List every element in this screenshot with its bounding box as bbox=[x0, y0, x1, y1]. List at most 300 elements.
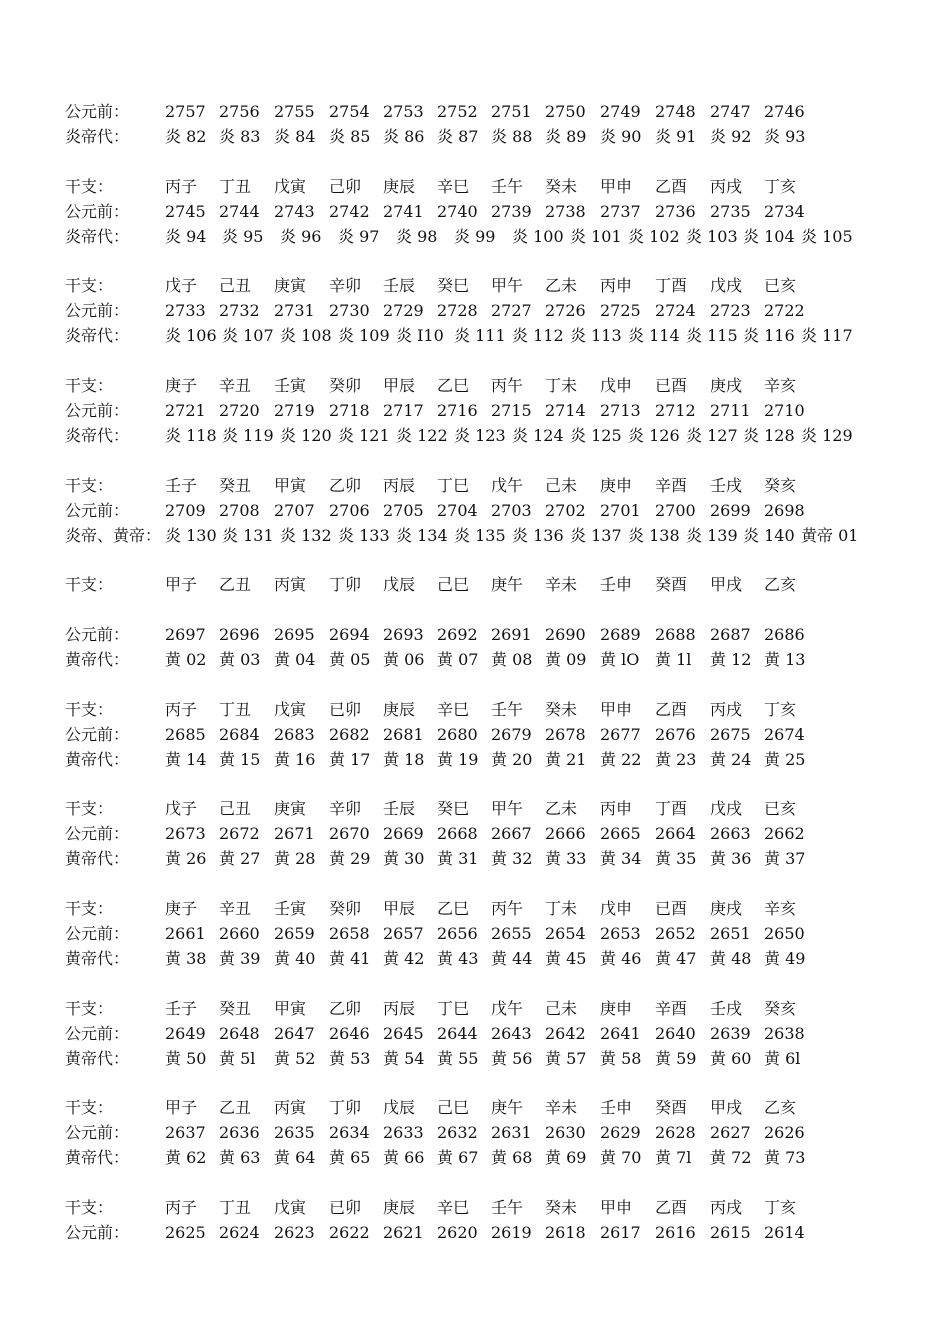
row-cell: 黄 04 bbox=[274, 650, 316, 669]
row-cell: 黄 52 bbox=[274, 1049, 316, 1068]
row-cell: 炎 117 bbox=[801, 326, 853, 345]
row-cell: 炎 126 bbox=[628, 426, 680, 445]
row-cell: 炎 131 bbox=[222, 526, 274, 545]
row-cell: 炎 82 bbox=[165, 127, 207, 146]
row-cell: 2632 bbox=[437, 1123, 478, 1142]
row-cell: 已卯 bbox=[329, 700, 362, 719]
row-label: 公元前： bbox=[65, 501, 130, 520]
row-cell: 已酉 bbox=[655, 376, 688, 395]
row-cell: 2635 bbox=[274, 1123, 315, 1142]
row-cell: 2628 bbox=[655, 1123, 696, 1142]
row-cell: 黄 20 bbox=[491, 750, 533, 769]
row-cell: 2654 bbox=[545, 924, 586, 943]
row-cell: 戊寅 bbox=[274, 177, 307, 196]
row-cell: 2673 bbox=[165, 824, 206, 843]
row-cell: 己未 bbox=[545, 999, 578, 1018]
row-cell: 黄 55 bbox=[437, 1049, 479, 1068]
row-cell: 己丑 bbox=[219, 276, 252, 295]
row-cell: 炎 122 bbox=[396, 426, 448, 445]
row-cell: 炎 103 bbox=[686, 227, 738, 246]
row-cell: 2720 bbox=[219, 401, 260, 420]
row-cell: 2623 bbox=[274, 1223, 315, 1242]
row-cell: 黄 08 bbox=[491, 650, 533, 669]
row-cell: 戊寅 bbox=[274, 1198, 307, 1217]
row-cell: 壬寅 bbox=[274, 899, 307, 918]
row-label: 公元前： bbox=[65, 401, 130, 420]
row-cell: 炎 123 bbox=[454, 426, 506, 445]
row-cell: 庚申 bbox=[600, 476, 633, 495]
row-cell: 壬戌 bbox=[710, 476, 743, 495]
row-cell: 黄 17 bbox=[329, 750, 371, 769]
row-cell: 2634 bbox=[329, 1123, 370, 1142]
row-cell: 炎 104 bbox=[743, 227, 795, 246]
row-cell: 2643 bbox=[491, 1024, 532, 1043]
row-cell: 2693 bbox=[383, 625, 424, 644]
row-cell: 戊子 bbox=[165, 799, 198, 818]
row-cell: 2706 bbox=[329, 501, 370, 520]
row-cell: 甲寅 bbox=[274, 999, 307, 1018]
row-cell: 黄 33 bbox=[545, 849, 587, 868]
row-cell: 丙戌 bbox=[710, 1198, 743, 1217]
row-cell: 2630 bbox=[545, 1123, 586, 1142]
row-cell: 丁酉 bbox=[655, 276, 688, 295]
row-cell: 黄 16 bbox=[274, 750, 316, 769]
row-cell: 炎 95 bbox=[222, 227, 264, 246]
row-cell: 2699 bbox=[710, 501, 751, 520]
row-cell: 丙子 bbox=[165, 700, 198, 719]
row-cell: 2692 bbox=[437, 625, 478, 644]
row-cell: 2750 bbox=[545, 102, 586, 121]
row-cell: 癸丑 bbox=[219, 476, 252, 495]
row-cell: 2657 bbox=[383, 924, 424, 943]
row-cell: 辛未 bbox=[545, 1098, 578, 1117]
row-cell: 黄 02 bbox=[165, 650, 207, 669]
row-cell: 2712 bbox=[655, 401, 696, 420]
row-cell: 丁卯 bbox=[329, 1098, 362, 1117]
row-cell: 丙戌 bbox=[710, 177, 743, 196]
row-cell: 2752 bbox=[437, 102, 478, 121]
row-cell: 黄 45 bbox=[545, 949, 587, 968]
row-cell: 炎 108 bbox=[280, 326, 332, 345]
row-cell: 2674 bbox=[764, 725, 805, 744]
row-cell: 戊子 bbox=[165, 276, 198, 295]
row-label: 炎帝、黄帝： bbox=[65, 526, 162, 545]
row-cell: 壬午 bbox=[491, 177, 524, 196]
row-cell: 2626 bbox=[764, 1123, 805, 1142]
row-cell: 甲辰 bbox=[383, 899, 416, 918]
row-cell: 2669 bbox=[383, 824, 424, 843]
row-cell: 丁丑 bbox=[219, 700, 252, 719]
row-cell: 黄 21 bbox=[545, 750, 587, 769]
row-cell: 庚午 bbox=[491, 1098, 524, 1117]
row-cell: 炎 102 bbox=[628, 227, 680, 246]
row-cell: 乙未 bbox=[545, 799, 578, 818]
row-cell: 戊戌 bbox=[710, 276, 743, 295]
row-cell: 壬子 bbox=[165, 999, 198, 1018]
row-label: 黄帝代： bbox=[65, 1148, 130, 1167]
row-cell: 黄 53 bbox=[329, 1049, 371, 1068]
row-cell: 炎 135 bbox=[454, 526, 506, 545]
row-cell: 黄 26 bbox=[165, 849, 207, 868]
row-cell: 2641 bbox=[600, 1024, 641, 1043]
row-cell: 2723 bbox=[710, 301, 751, 320]
row-cell: 黄 35 bbox=[655, 849, 697, 868]
row-cell: 2645 bbox=[383, 1024, 424, 1043]
row-cell: 黄 7l bbox=[655, 1148, 692, 1167]
row-cell: 2702 bbox=[545, 501, 586, 520]
row-cell: 黄 5l bbox=[219, 1049, 256, 1068]
row-cell: 辛巳 bbox=[437, 177, 470, 196]
row-cell: 2745 bbox=[165, 202, 206, 221]
row-cell: 黄 32 bbox=[491, 849, 533, 868]
row-cell: 丙辰 bbox=[383, 476, 416, 495]
row-cell: 黄 05 bbox=[329, 650, 371, 669]
row-label: 干支： bbox=[65, 476, 114, 495]
row-cell: 黄 41 bbox=[329, 949, 371, 968]
row-cell: 2725 bbox=[600, 301, 641, 320]
row-cell: 2638 bbox=[764, 1024, 805, 1043]
row-cell: 炎 89 bbox=[545, 127, 587, 146]
row-cell: 2733 bbox=[165, 301, 206, 320]
row-cell: 癸酉 bbox=[655, 575, 688, 594]
row-cell: 辛未 bbox=[545, 575, 578, 594]
row-cell: 2690 bbox=[545, 625, 586, 644]
row-cell: 炎 132 bbox=[280, 526, 332, 545]
row-cell: 丙戌 bbox=[710, 700, 743, 719]
row-cell: 炎 138 bbox=[628, 526, 680, 545]
row-cell: 2724 bbox=[655, 301, 696, 320]
row-label: 干支： bbox=[65, 575, 114, 594]
row-cell: 2731 bbox=[274, 301, 315, 320]
row-cell: 2633 bbox=[383, 1123, 424, 1142]
row-label: 公元前： bbox=[65, 625, 130, 644]
row-cell: 黄 30 bbox=[383, 849, 425, 868]
row-cell: 炎 84 bbox=[274, 127, 316, 146]
row-cell: 丙申 bbox=[600, 799, 633, 818]
row-cell: 炎 I10 bbox=[396, 326, 444, 345]
row-cell: 黄 lO bbox=[600, 650, 640, 669]
row-cell: 2743 bbox=[274, 202, 315, 221]
row-cell: 2756 bbox=[219, 102, 260, 121]
row-cell: 2757 bbox=[165, 102, 206, 121]
row-cell: 癸未 bbox=[545, 700, 578, 719]
row-cell: 2701 bbox=[600, 501, 641, 520]
row-cell: 2646 bbox=[329, 1024, 370, 1043]
row-label: 干支： bbox=[65, 177, 114, 196]
row-cell: 2680 bbox=[437, 725, 478, 744]
row-label: 公元前： bbox=[65, 1223, 130, 1242]
row-cell: 炎 134 bbox=[396, 526, 448, 545]
row-cell: 黄 19 bbox=[437, 750, 479, 769]
row-cell: 黄 07 bbox=[437, 650, 479, 669]
row-cell: 己巳 bbox=[437, 575, 470, 594]
row-cell: 炎 129 bbox=[801, 426, 853, 445]
row-cell: 庚戌 bbox=[710, 376, 743, 395]
row-cell: 炎 87 bbox=[437, 127, 479, 146]
row-cell: 甲午 bbox=[491, 799, 524, 818]
row-cell: 2738 bbox=[545, 202, 586, 221]
row-cell: 2672 bbox=[219, 824, 260, 843]
row-label: 干支： bbox=[65, 1098, 114, 1117]
row-cell: 丙午 bbox=[491, 376, 524, 395]
row-cell: 炎 136 bbox=[512, 526, 564, 545]
row-cell: 2740 bbox=[437, 202, 478, 221]
row-cell: 戊申 bbox=[600, 376, 633, 395]
row-cell: 黄 62 bbox=[165, 1148, 207, 1167]
row-cell: 丁巳 bbox=[437, 476, 470, 495]
row-label: 干支： bbox=[65, 376, 114, 395]
row-cell: 庚戌 bbox=[710, 899, 743, 918]
row-cell: 壬申 bbox=[600, 1098, 633, 1117]
row-cell: 乙丑 bbox=[219, 1098, 252, 1117]
row-cell: 乙酉 bbox=[655, 177, 688, 196]
row-cell: 2739 bbox=[491, 202, 532, 221]
row-cell: 庚申 bbox=[600, 999, 633, 1018]
row-cell: 黄 23 bbox=[655, 750, 697, 769]
row-cell: 甲子 bbox=[165, 1098, 198, 1117]
row-cell: 黄 06 bbox=[383, 650, 425, 669]
row-cell: 炎 116 bbox=[743, 326, 795, 345]
row-cell: 黄 28 bbox=[274, 849, 316, 868]
row-cell: 炎 127 bbox=[686, 426, 738, 445]
row-cell: 甲戌 bbox=[710, 575, 743, 594]
row-cell: 黄 49 bbox=[764, 949, 806, 968]
row-cell: 丁酉 bbox=[655, 799, 688, 818]
row-cell: 甲寅 bbox=[274, 476, 307, 495]
row-cell: 2728 bbox=[437, 301, 478, 320]
row-cell: 2653 bbox=[600, 924, 641, 943]
row-cell: 2703 bbox=[491, 501, 532, 520]
row-cell: 丙寅 bbox=[274, 1098, 307, 1117]
row-label: 炎帝代： bbox=[65, 127, 130, 146]
row-cell: 2618 bbox=[545, 1223, 586, 1242]
row-cell: 壬辰 bbox=[383, 799, 416, 818]
row-cell: 丁巳 bbox=[437, 999, 470, 1018]
row-cell: 甲申 bbox=[600, 177, 633, 196]
row-cell: 炎 128 bbox=[743, 426, 795, 445]
row-cell: 2700 bbox=[655, 501, 696, 520]
row-label: 黄帝代： bbox=[65, 849, 130, 868]
row-cell: 炎 137 bbox=[570, 526, 622, 545]
row-cell: 黄 14 bbox=[165, 750, 207, 769]
row-cell: 2742 bbox=[329, 202, 370, 221]
row-cell: 辛丑 bbox=[219, 899, 252, 918]
row-cell: 炎 88 bbox=[491, 127, 533, 146]
row-cell: 黄 22 bbox=[600, 750, 642, 769]
row-cell: 乙未 bbox=[545, 276, 578, 295]
row-cell: 2639 bbox=[710, 1024, 751, 1043]
row-cell: 2660 bbox=[219, 924, 260, 943]
row-cell: 2719 bbox=[274, 401, 315, 420]
row-cell: 2732 bbox=[219, 301, 260, 320]
row-cell: 黄 56 bbox=[491, 1049, 533, 1068]
row-cell: 炎 86 bbox=[383, 127, 425, 146]
row-cell: 2718 bbox=[329, 401, 370, 420]
row-cell: 辛巳 bbox=[437, 700, 470, 719]
row-cell: 炎 121 bbox=[338, 426, 390, 445]
row-cell: 2676 bbox=[655, 725, 696, 744]
row-cell: 2698 bbox=[764, 501, 805, 520]
row-cell: 炎 96 bbox=[280, 227, 322, 246]
row-cell: 炎 140 bbox=[743, 526, 795, 545]
row-label: 干支： bbox=[65, 276, 114, 295]
row-cell: 2631 bbox=[491, 1123, 532, 1142]
row-cell: 2687 bbox=[710, 625, 751, 644]
row-cell: 黄帝 01 bbox=[801, 526, 859, 545]
row-cell: 2670 bbox=[329, 824, 370, 843]
row-cell: 炎 83 bbox=[219, 127, 261, 146]
row-cell: 2737 bbox=[600, 202, 641, 221]
row-label: 黄帝代： bbox=[65, 1049, 130, 1068]
row-cell: 2656 bbox=[437, 924, 478, 943]
row-cell: 黄 09 bbox=[545, 650, 587, 669]
row-cell: 炎 101 bbox=[570, 227, 622, 246]
row-cell: 炎 114 bbox=[628, 326, 680, 345]
row-cell: 2675 bbox=[710, 725, 751, 744]
row-cell: 丁亥 bbox=[764, 700, 797, 719]
row-cell: 炎 92 bbox=[710, 127, 752, 146]
row-cell: 2636 bbox=[219, 1123, 260, 1142]
row-cell: 炎 107 bbox=[222, 326, 274, 345]
row-cell: 2622 bbox=[329, 1223, 370, 1242]
row-cell: 炎 93 bbox=[764, 127, 806, 146]
row-cell: 乙丑 bbox=[219, 575, 252, 594]
row-cell: 2679 bbox=[491, 725, 532, 744]
row-cell: 壬寅 bbox=[274, 376, 307, 395]
row-cell: 黄 43 bbox=[437, 949, 479, 968]
row-label: 干支： bbox=[65, 899, 114, 918]
row-cell: 黄 70 bbox=[600, 1148, 642, 1167]
row-cell: 2615 bbox=[710, 1223, 751, 1242]
row-cell: 2685 bbox=[165, 725, 206, 744]
row-cell: 壬辰 bbox=[383, 276, 416, 295]
row-cell: 癸亥 bbox=[764, 999, 797, 1018]
row-label: 炎帝代： bbox=[65, 227, 130, 246]
row-cell: 2627 bbox=[710, 1123, 751, 1142]
row-cell: 2624 bbox=[219, 1223, 260, 1242]
row-cell: 黄 60 bbox=[710, 1049, 752, 1068]
row-cell: 炎 113 bbox=[570, 326, 622, 345]
row-cell: 丁丑 bbox=[219, 1198, 252, 1217]
row-cell: 戊午 bbox=[491, 999, 524, 1018]
row-cell: 壬子 bbox=[165, 476, 198, 495]
row-cell: 黄 37 bbox=[764, 849, 806, 868]
row-cell: 2683 bbox=[274, 725, 315, 744]
row-label: 干支： bbox=[65, 999, 114, 1018]
row-cell: 2659 bbox=[274, 924, 315, 943]
row-label: 公元前： bbox=[65, 301, 130, 320]
row-label: 黄帝代： bbox=[65, 750, 130, 769]
row-cell: 黄 36 bbox=[710, 849, 752, 868]
row-cell: 2753 bbox=[383, 102, 424, 121]
row-cell: 2713 bbox=[600, 401, 641, 420]
row-cell: 炎 111 bbox=[454, 326, 506, 345]
row-cell: 丙寅 bbox=[274, 575, 307, 594]
row-cell: 戊辰 bbox=[383, 575, 416, 594]
row-cell: 2681 bbox=[383, 725, 424, 744]
row-cell: 2655 bbox=[491, 924, 532, 943]
row-cell: 黄 66 bbox=[383, 1148, 425, 1167]
row-cell: 丙辰 bbox=[383, 999, 416, 1018]
row-cell: 己巳 bbox=[437, 1098, 470, 1117]
row-cell: 2730 bbox=[329, 301, 370, 320]
row-label: 公元前： bbox=[65, 725, 130, 744]
row-cell: 黄 44 bbox=[491, 949, 533, 968]
row-cell: 黄 31 bbox=[437, 849, 479, 868]
row-cell: 2663 bbox=[710, 824, 751, 843]
row-cell: 2651 bbox=[710, 924, 751, 943]
row-cell: 炎 105 bbox=[801, 227, 853, 246]
row-cell: 黄 65 bbox=[329, 1148, 371, 1167]
row-cell: 2648 bbox=[219, 1024, 260, 1043]
row-cell: 2716 bbox=[437, 401, 478, 420]
row-cell: 炎 97 bbox=[338, 227, 380, 246]
row-cell: 2709 bbox=[165, 501, 206, 520]
row-cell: 丁卯 bbox=[329, 575, 362, 594]
row-cell: 炎 90 bbox=[600, 127, 642, 146]
row-label: 黄帝代： bbox=[65, 949, 130, 968]
row-cell: 2637 bbox=[165, 1123, 206, 1142]
row-cell: 乙卯 bbox=[329, 476, 362, 495]
row-cell: 炎 91 bbox=[655, 127, 697, 146]
row-cell: 黄 58 bbox=[600, 1049, 642, 1068]
row-cell: 乙酉 bbox=[655, 700, 688, 719]
row-cell: 2688 bbox=[655, 625, 696, 644]
row-cell: 2686 bbox=[764, 625, 805, 644]
row-cell: 乙卯 bbox=[329, 999, 362, 1018]
row-cell: 炎 119 bbox=[222, 426, 274, 445]
row-cell: 2625 bbox=[165, 1223, 206, 1242]
row-cell: 乙亥 bbox=[764, 575, 797, 594]
row-label: 公元前： bbox=[65, 202, 130, 221]
row-cell: 炎 94 bbox=[165, 227, 207, 246]
row-cell: 2642 bbox=[545, 1024, 586, 1043]
row-cell: 2678 bbox=[545, 725, 586, 744]
row-cell: 2705 bbox=[383, 501, 424, 520]
row-cell: 甲戌 bbox=[710, 1098, 743, 1117]
row-cell: 炎 120 bbox=[280, 426, 332, 445]
row-cell: 2754 bbox=[329, 102, 370, 121]
row-cell: 2647 bbox=[274, 1024, 315, 1043]
row-cell: 黄 69 bbox=[545, 1148, 587, 1167]
row-cell: 已酉 bbox=[655, 899, 688, 918]
row-cell: 2726 bbox=[545, 301, 586, 320]
row-cell: 甲申 bbox=[600, 1198, 633, 1217]
row-cell: 2729 bbox=[383, 301, 424, 320]
row-cell: 已亥 bbox=[764, 799, 797, 818]
row-cell: 黄 1l bbox=[655, 650, 692, 669]
row-cell: 2735 bbox=[710, 202, 751, 221]
row-cell: 炎 118 bbox=[165, 426, 217, 445]
row-cell: 炎 99 bbox=[454, 227, 496, 246]
row-cell: 黄 59 bbox=[655, 1049, 697, 1068]
row-cell: 戊寅 bbox=[274, 700, 307, 719]
row-label: 干支： bbox=[65, 1198, 114, 1217]
row-cell: 炎 109 bbox=[338, 326, 390, 345]
row-label: 炎帝代： bbox=[65, 426, 130, 445]
row-cell: 戊申 bbox=[600, 899, 633, 918]
row-cell: 2711 bbox=[710, 401, 751, 420]
row-cell: 乙亥 bbox=[764, 1098, 797, 1117]
row-cell: 癸卯 bbox=[329, 899, 362, 918]
row-cell: 庚子 bbox=[165, 899, 198, 918]
row-cell: 2689 bbox=[600, 625, 641, 644]
row-cell: 炎 139 bbox=[686, 526, 738, 545]
row-cell: 黄 54 bbox=[383, 1049, 425, 1068]
row-cell: 2684 bbox=[219, 725, 260, 744]
row-cell: 黄 25 bbox=[764, 750, 806, 769]
row-cell: 癸酉 bbox=[655, 1098, 688, 1117]
